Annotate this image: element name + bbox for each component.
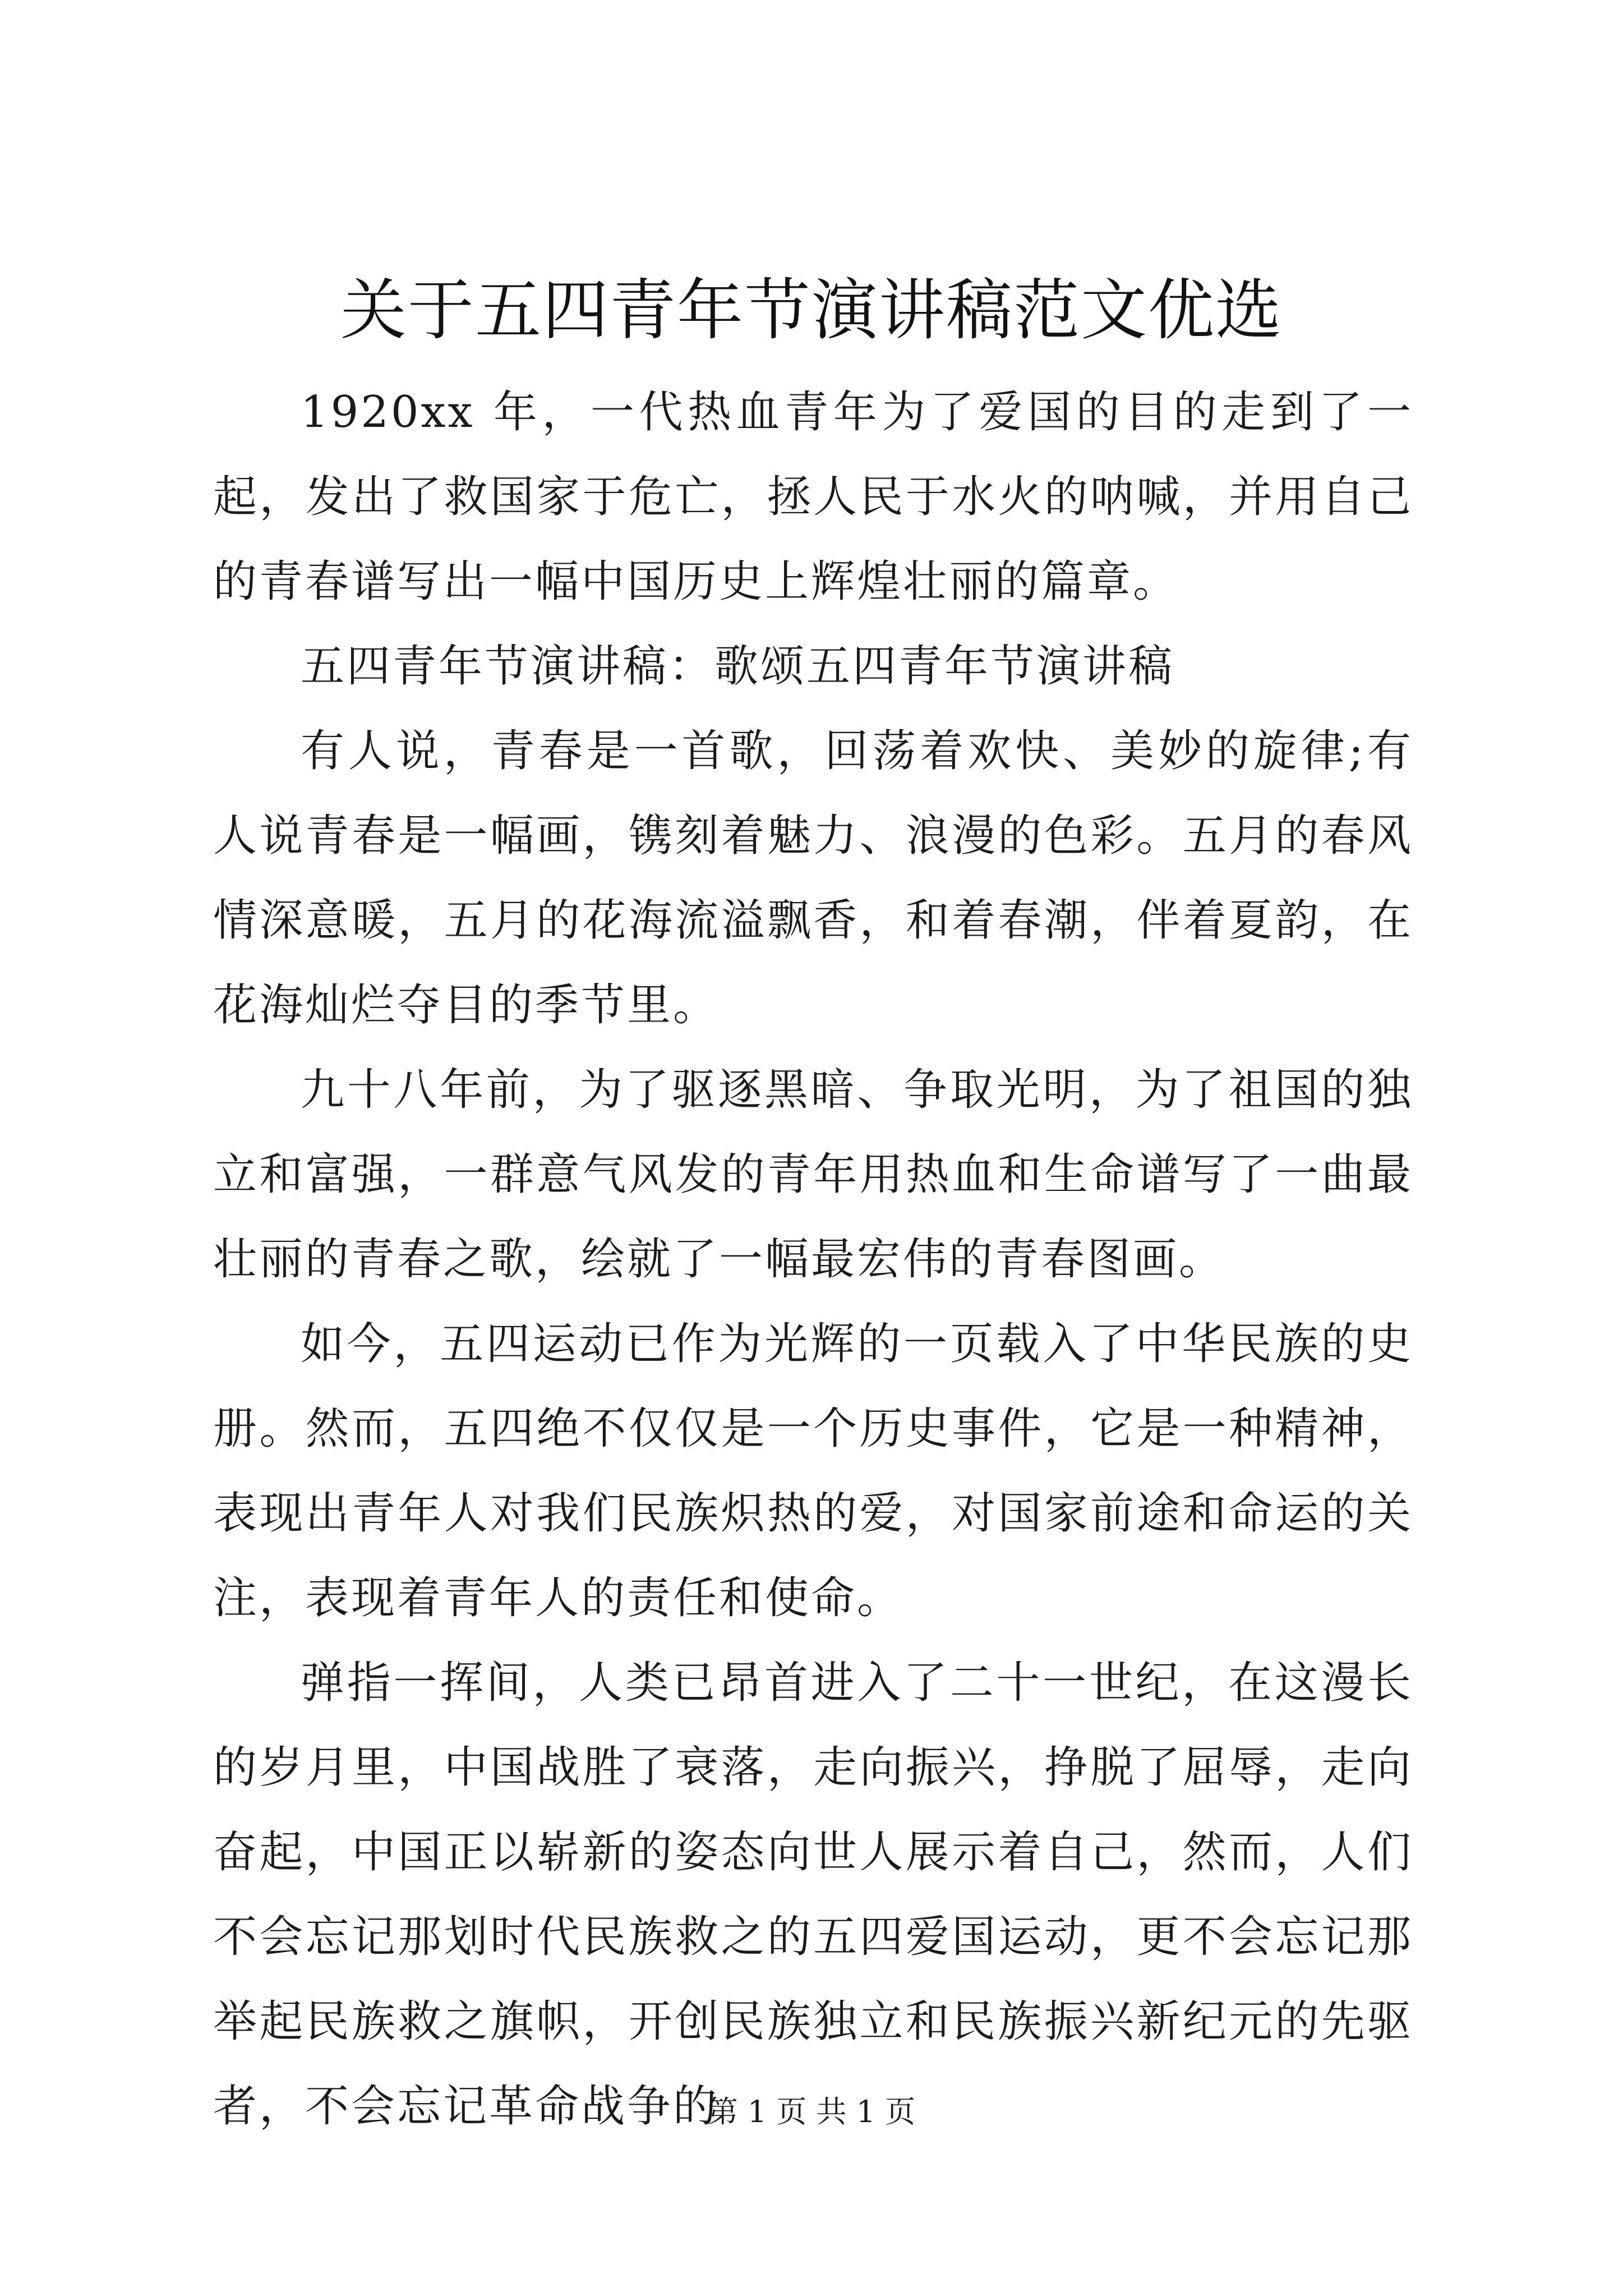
paragraph-3: 有人说，青春是一首歌，回荡着欢快、美妙的旋律;有人说青春是一幅画，镌刻着魅力、浪漫的色彩。五月的春风情深意暖，五月的花海流溢飘香，和着春潮，伴着夏韵，在花海灿烂夺目的季节里。	[213, 726, 1413, 1030]
paragraph-2: 五四青年节演讲稿：歌颂五四青年节演讲稿	[301, 641, 1175, 692]
page-footer: 第 1 页 共 1 页	[707, 2094, 916, 2129]
document-title: 关于五四青年节演讲稿范文优选	[340, 272, 1283, 349]
paragraph-4: 九十八年前，为了驱逐黑暗、争取光明，为了祖国的独立和富强，一群意气风发的青年用热血和生命谱写了一曲最壮丽的青春之歌，绘就了一幅最宏伟的青春图画。	[213, 1065, 1413, 1285]
paragraph-5: 如今，五四运动已作为光辉的一页载入了中华民族的史册。然而，五四绝不仅仅是一个历史事件，它是一种精神，表现出青年人对我们民族炽热的爱，对国家前途和命运的关注，表现着青年人的责任和使命。	[213, 1319, 1413, 1623]
paragraph-6: 弹指一挥间，人类已昂首进入了二十一世纪，在这漫长的岁月里，中国战胜了衰落，走向振兴，挣脱了屈辱，走向奋起，中国正以崭新的姿态向世人展示着自己，然而，人们不会忘记那划时代民族救之的五四爱国运动，更不会忘记那举起民族救之旗帜，开创民族独立和民族振兴新纪元的先驱者，不会忘记革命战争的	[213, 1658, 1413, 2132]
paragraph-1: 1920xx 年，一代热血青年为了爱国的目的走到了一起，发出了救国家于危亡，拯人民于水火的呐喊，并用自己的青春谱写出一幅中国历史上辉煌壮丽的篇章。	[213, 387, 1413, 607]
document-body	[213, 370, 1413, 2149]
